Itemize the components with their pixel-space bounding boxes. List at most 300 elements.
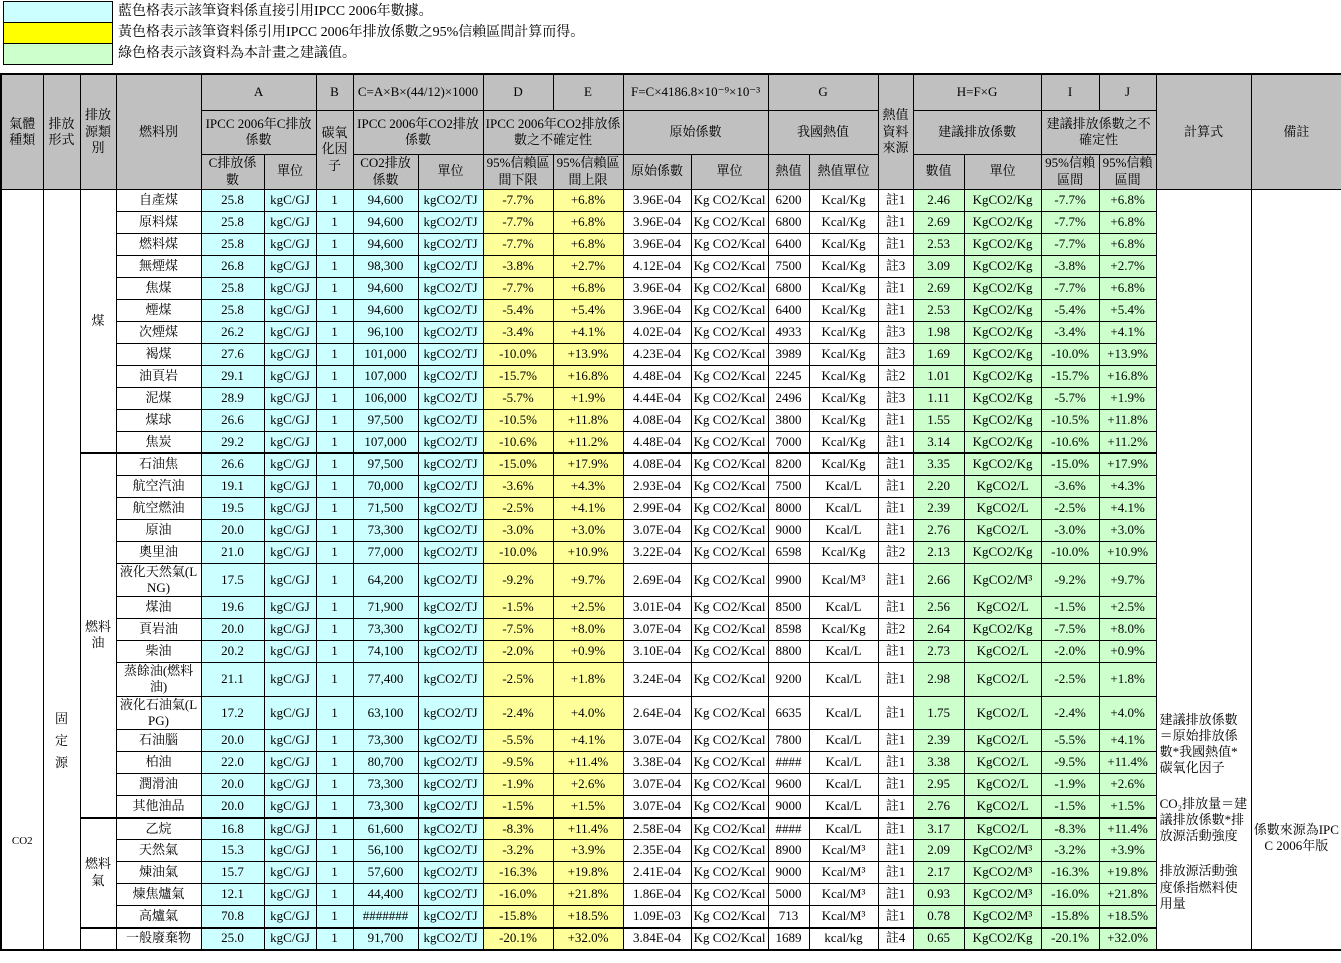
header-a-group: IPCC 2006年C排放係數 <box>201 110 316 154</box>
cell-hi: +2.6% <box>553 774 623 796</box>
cell-ilo: -2.5% <box>1041 497 1099 519</box>
table-row <box>1 541 1341 563</box>
cell-hi: +6.8% <box>553 189 623 211</box>
cell-of: 4.48E-04 <box>623 365 691 387</box>
cell-src: 註1 <box>878 663 913 697</box>
cell-fuel: 其他油品 <box>116 796 201 818</box>
cell-co2u: kgCO2/TJ <box>418 774 483 796</box>
cell-ilo: -15.8% <box>1041 906 1099 928</box>
cell-of: 3.96E-04 <box>623 277 691 299</box>
cell-ox: 1 <box>316 519 353 541</box>
cell-co2: 96,100 <box>353 321 418 343</box>
cell-lo: -2.0% <box>483 641 553 663</box>
cell-src: 註2 <box>878 619 913 641</box>
cell-hvu: Kcal/L <box>809 752 878 774</box>
source-category-cell <box>80 928 116 950</box>
cell-lo: -8.3% <box>483 818 553 840</box>
source-category-cell: 煤 <box>80 189 116 453</box>
cell-hvu: Kcal/Kg <box>809 431 878 453</box>
cell-hvu: Kcal/Kg <box>809 255 878 277</box>
table-body <box>1 189 1341 950</box>
cell-cu: kgC/GJ <box>264 928 316 950</box>
cell-fuel: 原料煤 <box>116 211 201 233</box>
cell-cu: kgC/GJ <box>264 641 316 663</box>
cell-of: 3.07E-04 <box>623 519 691 541</box>
cell-lo: -15.8% <box>483 906 553 928</box>
cell-ilo: -10.0% <box>1041 343 1099 365</box>
header-col-e: E <box>553 74 623 110</box>
cell-of: 3.10E-04 <box>623 641 691 663</box>
cell-hvu: Kcal/Kg <box>809 453 878 475</box>
cell-lo: -3.6% <box>483 475 553 497</box>
cell-hv: 8598 <box>768 619 809 641</box>
cell-src: 註1 <box>878 277 913 299</box>
cell-co2u: kgCO2/TJ <box>418 519 483 541</box>
cell-c: 26.8 <box>201 255 264 277</box>
cell-ofu: Kg CO2/Kcal <box>691 453 768 475</box>
cell-of: 2.35E-04 <box>623 840 691 862</box>
header-unit-a: 單位 <box>264 154 316 189</box>
cell-hi: +4.0% <box>553 696 623 730</box>
cell-ilo: -5.5% <box>1041 730 1099 752</box>
cell-vu: KgCO2/Kg <box>964 211 1041 233</box>
cell-src: 註1 <box>878 299 913 321</box>
cell-ox: 1 <box>316 277 353 299</box>
cell-ihi: +4.0% <box>1099 696 1156 730</box>
cell-hv: 7000 <box>768 431 809 453</box>
cell-co2u: kgCO2/TJ <box>418 387 483 409</box>
cell-val: 2.46 <box>913 189 964 211</box>
cell-ilo: -2.0% <box>1041 641 1099 663</box>
cell-ox: 1 <box>316 597 353 619</box>
cell-vu: KgCO2/M³ <box>964 862 1041 884</box>
cell-hv: 5000 <box>768 884 809 906</box>
cell-ofu: Kg CO2/Kcal <box>691 928 768 950</box>
cell-ihi: +10.9% <box>1099 541 1156 563</box>
header-value: 數值 <box>913 154 964 189</box>
cell-ilo: -20.1% <box>1041 928 1099 950</box>
cell-co2: 107,000 <box>353 365 418 387</box>
cell-co2u: kgCO2/TJ <box>418 597 483 619</box>
cell-co2u: kgCO2/TJ <box>418 321 483 343</box>
header-emission-form: 排放形式 <box>43 74 80 189</box>
cell-val: 3.09 <box>913 255 964 277</box>
cell-ofu: Kg CO2/Kcal <box>691 431 768 453</box>
cell-c: 20.0 <box>201 774 264 796</box>
legend <box>0 0 1341 65</box>
cell-src: 註1 <box>878 818 913 840</box>
cell-src: 註1 <box>878 840 913 862</box>
cell-of: 2.93E-04 <box>623 475 691 497</box>
header-source-category: 排放源類別 <box>80 74 116 189</box>
cell-ihi: +21.8% <box>1099 884 1156 906</box>
cell-hi: +19.8% <box>553 862 623 884</box>
cell-ofu: Kg CO2/Kcal <box>691 541 768 563</box>
cell-fuel: 石油焦 <box>116 453 201 475</box>
cell-src: 註1 <box>878 730 913 752</box>
legend-swatch-green <box>3 43 113 65</box>
cell-hv: 8900 <box>768 840 809 862</box>
cell-vu: KgCO2/L <box>964 752 1041 774</box>
table-row <box>1 431 1341 453</box>
header-col-c-formula: C=A×B×(44/12)×1000 <box>353 74 483 110</box>
table-row <box>1 818 1341 840</box>
cell-src: 註1 <box>878 453 913 475</box>
cell-lo: -7.7% <box>483 211 553 233</box>
cell-vu: KgCO2/Kg <box>964 343 1041 365</box>
cell-cu: kgC/GJ <box>264 519 316 541</box>
cell-ihi: +11.4% <box>1099 752 1156 774</box>
cell-val: 2.53 <box>913 299 964 321</box>
cell-ox: 1 <box>316 840 353 862</box>
cell-hi: +4.1% <box>553 730 623 752</box>
cell-c: 19.5 <box>201 497 264 519</box>
cell-ilo: -7.7% <box>1041 277 1099 299</box>
cell-of: 3.01E-04 <box>623 597 691 619</box>
cell-c: 26.2 <box>201 321 264 343</box>
cell-hv: 9000 <box>768 862 809 884</box>
cell-co2: 97,500 <box>353 453 418 475</box>
cell-lo: -1.9% <box>483 774 553 796</box>
table-row <box>1 641 1341 663</box>
cell-fuel: 焦煤 <box>116 277 201 299</box>
header-c-group: IPCC 2006年CO2排放係數 <box>353 110 483 154</box>
cell-co2: 73,300 <box>353 774 418 796</box>
cell-lo: -7.5% <box>483 619 553 641</box>
cell-src: 註2 <box>878 541 913 563</box>
cell-ilo: -10.6% <box>1041 431 1099 453</box>
cell-ihi: +2.7% <box>1099 255 1156 277</box>
cell-of: 3.07E-04 <box>623 796 691 818</box>
cell-co2: 57,600 <box>353 862 418 884</box>
table-header <box>1 74 1341 189</box>
cell-ofu: Kg CO2/Kcal <box>691 299 768 321</box>
cell-hvu: Kcal/L <box>809 730 878 752</box>
cell-c: 17.2 <box>201 696 264 730</box>
cell-fuel: 油頁岩 <box>116 365 201 387</box>
cell-hi: +21.8% <box>553 884 623 906</box>
cell-of: 3.38E-04 <box>623 752 691 774</box>
header-gas-type: 氣體種類 <box>1 74 43 189</box>
cell-fuel: 天然氣 <box>116 840 201 862</box>
cell-hv: 6598 <box>768 541 809 563</box>
header-f-group: 原始係數 <box>623 110 768 154</box>
cell-fuel: 乙烷 <box>116 818 201 840</box>
cell-ihi: +13.9% <box>1099 343 1156 365</box>
cell-ilo: -1.5% <box>1041 597 1099 619</box>
cell-cu: kgC/GJ <box>264 597 316 619</box>
cell-src: 註1 <box>878 641 913 663</box>
cell-ofu: Kg CO2/Kcal <box>691 563 768 597</box>
header-remark: 備註 <box>1251 74 1341 189</box>
cell-val: 2.69 <box>913 277 964 299</box>
table-row <box>1 696 1341 730</box>
cell-cu: kgC/GJ <box>264 475 316 497</box>
cell-c: 17.5 <box>201 563 264 597</box>
cell-ihi: +19.8% <box>1099 862 1156 884</box>
cell-fuel: 自產煤 <box>116 189 201 211</box>
table-row <box>1 343 1341 365</box>
cell-hi: +6.8% <box>553 233 623 255</box>
legend-swatch-yellow <box>3 22 113 44</box>
cell-src: 註1 <box>878 497 913 519</box>
header-ci-i: 95%信賴區間 <box>1041 154 1099 189</box>
cell-lo: -7.7% <box>483 233 553 255</box>
cell-co2: 74,100 <box>353 641 418 663</box>
cell-fuel: 柴油 <box>116 641 201 663</box>
cell-vu: KgCO2/L <box>964 475 1041 497</box>
cell-ofu: Kg CO2/Kcal <box>691 696 768 730</box>
cell-src: 註1 <box>878 884 913 906</box>
cell-of: 4.23E-04 <box>623 343 691 365</box>
cell-val: 2.66 <box>913 563 964 597</box>
cell-ofu: Kg CO2/Kcal <box>691 597 768 619</box>
cell-vu: KgCO2/L <box>964 696 1041 730</box>
cell-hvu: Kcal/M³ <box>809 884 878 906</box>
cell-val: 2.69 <box>913 211 964 233</box>
cell-lo: -2.4% <box>483 696 553 730</box>
cell-hvu: Kcal/L <box>809 475 878 497</box>
cell-val: 2.09 <box>913 840 964 862</box>
cell-val: 3.35 <box>913 453 964 475</box>
table-row <box>1 906 1341 928</box>
cell-ilo: -1.5% <box>1041 796 1099 818</box>
cell-hi: +1.9% <box>553 387 623 409</box>
cell-cu: kgC/GJ <box>264 497 316 519</box>
cell-ihi: +6.8% <box>1099 233 1156 255</box>
cell-ox: 1 <box>316 189 353 211</box>
cell-c: 22.0 <box>201 752 264 774</box>
cell-lo: -10.0% <box>483 343 553 365</box>
cell-co2u: kgCO2/TJ <box>418 453 483 475</box>
cell-ofu: Kg CO2/Kcal <box>691 497 768 519</box>
cell-c: 19.6 <box>201 597 264 619</box>
cell-hi: +3.9% <box>553 840 623 862</box>
cell-c: 26.6 <box>201 409 264 431</box>
table-row <box>1 597 1341 619</box>
cell-cu: kgC/GJ <box>264 730 316 752</box>
cell-hvu: Kcal/L <box>809 497 878 519</box>
header-col-i: I <box>1041 74 1099 110</box>
cell-val: 2.95 <box>913 774 964 796</box>
cell-hvu: Kcal/Kg <box>809 321 878 343</box>
cell-hv: 9000 <box>768 796 809 818</box>
cell-co2: 97,500 <box>353 409 418 431</box>
cell-ox: 1 <box>316 343 353 365</box>
cell-ox: 1 <box>316 453 353 475</box>
cell-c: 12.1 <box>201 884 264 906</box>
cell-cu: kgC/GJ <box>264 343 316 365</box>
cell-vu: KgCO2/L <box>964 497 1041 519</box>
cell-src: 註3 <box>878 343 913 365</box>
cell-hv: #### <box>768 752 809 774</box>
cell-fuel: 焦炭 <box>116 431 201 453</box>
cell-ofu: Kg CO2/Kcal <box>691 277 768 299</box>
source-category-cell: 燃料油 <box>80 453 116 818</box>
cell-lo: -1.5% <box>483 796 553 818</box>
header-fuel-type: 燃料別 <box>116 74 201 189</box>
cell-lo: -2.5% <box>483 663 553 697</box>
calc-formula-cell <box>1156 189 1251 950</box>
cell-c: 21.0 <box>201 541 264 563</box>
header-orig-factor: 原始係數 <box>623 154 691 189</box>
cell-c: 25.0 <box>201 928 264 950</box>
cell-c: 20.0 <box>201 796 264 818</box>
cell-fuel: 煤油 <box>116 597 201 619</box>
cell-hv: #### <box>768 818 809 840</box>
cell-cu: kgC/GJ <box>264 862 316 884</box>
cell-hv: 2245 <box>768 365 809 387</box>
cell-co2: 64,200 <box>353 563 418 597</box>
cell-src: 註1 <box>878 431 913 453</box>
cell-co2: 56,100 <box>353 840 418 862</box>
cell-fuel: 無煙煤 <box>116 255 201 277</box>
cell-cu: kgC/GJ <box>264 365 316 387</box>
cell-co2: 77,000 <box>353 541 418 563</box>
cell-vu: KgCO2/L <box>964 519 1041 541</box>
cell-vu: KgCO2/Kg <box>964 277 1041 299</box>
table-row <box>1 255 1341 277</box>
cell-cu: kgC/GJ <box>264 321 316 343</box>
cell-hvu: kcal/kg <box>809 928 878 950</box>
cell-co2u: kgCO2/TJ <box>418 818 483 840</box>
header-de-group: IPCC 2006年CO2排放係數之不確定性 <box>483 110 623 154</box>
cell-ilo: -10.0% <box>1041 541 1099 563</box>
cell-ofu: Kg CO2/Kcal <box>691 343 768 365</box>
table-row <box>1 189 1341 211</box>
cell-vu: KgCO2/Kg <box>964 431 1041 453</box>
cell-val: 1.11 <box>913 387 964 409</box>
cell-hv: 7500 <box>768 475 809 497</box>
cell-val: 0.65 <box>913 928 964 950</box>
cell-ilo: -8.3% <box>1041 818 1099 840</box>
cell-lo: -9.5% <box>483 752 553 774</box>
legend-row-blue <box>3 1 1341 23</box>
cell-vu: KgCO2/Kg <box>964 619 1041 641</box>
header-col-f-formula: F=C×4186.8×10⁻⁹×10⁻³ <box>623 74 768 110</box>
cell-lo: -20.1% <box>483 928 553 950</box>
cell-hvu: Kcal/Kg <box>809 387 878 409</box>
gas-type-label: CO2 <box>11 834 33 847</box>
cell-c: 25.8 <box>201 277 264 299</box>
cell-ihi: +5.4% <box>1099 299 1156 321</box>
cell-of: 3.96E-04 <box>623 233 691 255</box>
cell-lo: -3.2% <box>483 840 553 862</box>
table-row <box>1 277 1341 299</box>
cell-hi: +11.4% <box>553 752 623 774</box>
header-col-h-formula: H=F×G <box>913 74 1041 110</box>
cell-hv: 8200 <box>768 453 809 475</box>
cell-vu: KgCO2/Kg <box>964 453 1041 475</box>
header-col-g: G <box>768 74 878 110</box>
remark-cell <box>1251 189 1341 950</box>
cell-val: 1.98 <box>913 321 964 343</box>
cell-co2u: kgCO2/TJ <box>418 730 483 752</box>
cell-ofu: Kg CO2/Kcal <box>691 321 768 343</box>
cell-hi: +4.3% <box>553 475 623 497</box>
cell-c: 15.7 <box>201 862 264 884</box>
cell-fuel: 液化石油氣(LPG) <box>116 696 201 730</box>
cell-ihi: +11.4% <box>1099 818 1156 840</box>
cell-ofu: Kg CO2/Kcal <box>691 233 768 255</box>
cell-hi: +3.0% <box>553 519 623 541</box>
cell-co2: 71,500 <box>353 497 418 519</box>
cell-lo: -9.2% <box>483 563 553 597</box>
cell-co2: 73,300 <box>353 796 418 818</box>
cell-ox: 1 <box>316 884 353 906</box>
cell-ox: 1 <box>316 255 353 277</box>
cell-ox: 1 <box>316 387 353 409</box>
cell-hvu: Kcal/L <box>809 641 878 663</box>
cell-ihi: +4.3% <box>1099 475 1156 497</box>
cell-vu: KgCO2/L <box>964 641 1041 663</box>
cell-ofu: Kg CO2/Kcal <box>691 409 768 431</box>
cell-co2: 44,400 <box>353 884 418 906</box>
cell-of: 3.07E-04 <box>623 730 691 752</box>
cell-src: 註1 <box>878 233 913 255</box>
cell-hvu: Kcal/Kg <box>809 211 878 233</box>
cell-ofu: Kg CO2/Kcal <box>691 619 768 641</box>
legend-text-yellow: 黃色格表示該筆資料係引用IPCC 2006年排放係數之95%信賴區間計算而得。 <box>118 25 585 40</box>
cell-ilo: -2.5% <box>1041 663 1099 697</box>
cell-fuel: 高爐氣 <box>116 906 201 928</box>
cell-ox: 1 <box>316 796 353 818</box>
cell-co2: 91,700 <box>353 928 418 950</box>
cell-cu: kgC/GJ <box>264 387 316 409</box>
cell-ox: 1 <box>316 299 353 321</box>
cell-ox: 1 <box>316 321 353 343</box>
cell-src: 註4 <box>878 928 913 950</box>
cell-co2u: kgCO2/TJ <box>418 796 483 818</box>
cell-vu: KgCO2/Kg <box>964 233 1041 255</box>
cell-ihi: +2.5% <box>1099 597 1156 619</box>
cell-of: 3.22E-04 <box>623 541 691 563</box>
cell-c: 25.8 <box>201 189 264 211</box>
legend-row-yellow <box>3 22 1341 44</box>
cell-ilo: -7.7% <box>1041 233 1099 255</box>
calc-formula-text: 建議排放係數＝原始排放係數*我國熱值*碳氧化因子 CO₂排放量＝建議排放係數*排放源活動強度 排放源活動強度係指燃料使用量 <box>1159 711 1248 911</box>
cell-c: 29.1 <box>201 365 264 387</box>
table-row <box>1 796 1341 818</box>
header-heat-value: 熱值 <box>768 154 809 189</box>
cell-hvu: Kcal/L <box>809 796 878 818</box>
cell-vu: KgCO2/Kg <box>964 255 1041 277</box>
cell-lo: -3.8% <box>483 255 553 277</box>
cell-ofu: Kg CO2/Kcal <box>691 211 768 233</box>
cell-ofu: Kg CO2/Kcal <box>691 752 768 774</box>
cell-ofu: Kg CO2/Kcal <box>691 255 768 277</box>
cell-cu: kgC/GJ <box>264 189 316 211</box>
cell-fuel: 航空汽油 <box>116 475 201 497</box>
table-row <box>1 453 1341 475</box>
cell-vu: KgCO2/M³ <box>964 884 1041 906</box>
emission-form-cell <box>43 189 80 950</box>
cell-vu: KgCO2/L <box>964 597 1041 619</box>
cell-val: 3.14 <box>913 431 964 453</box>
cell-ofu: Kg CO2/Kcal <box>691 730 768 752</box>
cell-ihi: +1.9% <box>1099 387 1156 409</box>
cell-fuel: 頁岩油 <box>116 619 201 641</box>
cell-cu: kgC/GJ <box>264 255 316 277</box>
cell-vu: KgCO2/L <box>964 818 1041 840</box>
source-category-cell: 燃料氣 <box>80 818 116 928</box>
cell-co2u: kgCO2/TJ <box>418 277 483 299</box>
cell-ox: 1 <box>316 641 353 663</box>
cell-hvu: Kcal/L <box>809 818 878 840</box>
cell-co2u: kgCO2/TJ <box>418 365 483 387</box>
header-co2-factor: CO2排放係數 <box>353 154 418 189</box>
cell-ihi: +16.8% <box>1099 365 1156 387</box>
